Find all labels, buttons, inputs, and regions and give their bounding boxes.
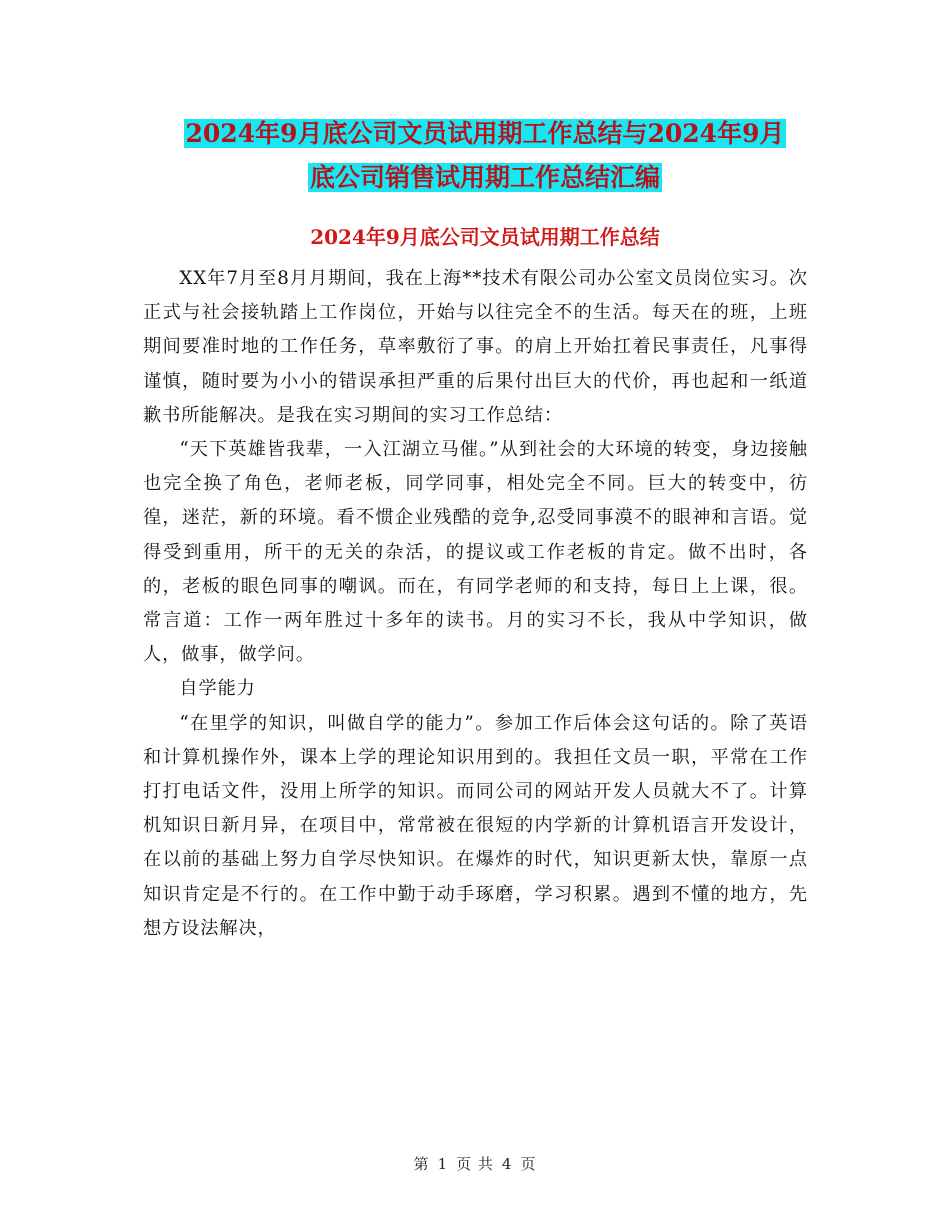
document-title xyxy=(140,112,830,200)
page-label-mid: 页 共 xyxy=(456,1155,494,1173)
page-label-prefix: 第 xyxy=(413,1155,430,1173)
paragraph: “在里学的知识，叫做自学的能力”。参加工作后体会这句话的。除了英语和计算机操作外，课本上学的理论知识用到的。我担任文员一职，平常在工作打打电话文件，没用上所学的知识。而同公司的网站开发人员就大不了。计算机知识日新月异，在项目中，常常被在很短的内学新的计算机语言开发设计，在以前的基础上努力自学尽快知识。在爆炸的时代，知识更新太快，靠原一点知识肯定是不行的。在工作中勤于动手琢磨，学习积累。遇到不懂的地方，先想方设法解决， xyxy=(143,712,808,939)
document-body xyxy=(143,262,808,946)
paragraph: XX年7月至8月月期间，我在上海**技术有限公司办公室文员岗位实习。次正式与社会接轨踏上工作岗位，开始与以往完全不的生活。每天在的班，上班期间要准时地的工作任务，草率敷衍了事。的肩上开始扛着民事责任，凡事得谨慎，随时要为小小的错误承担严重的后果付出巨大的代价，再也起和一纸道歉书所能解决。是我在实习期间的实习工作总结： xyxy=(143,268,808,426)
page-label-suffix: 页 xyxy=(520,1155,537,1173)
page-number: 1 xyxy=(437,1155,449,1173)
paragraph-subheading: 自学能力 xyxy=(179,678,256,700)
page-footer xyxy=(0,1153,950,1174)
total-pages: 4 xyxy=(501,1155,513,1173)
document-title-line-2: 底公司销售试用期工作总结汇编 xyxy=(309,163,660,192)
section-title: 2024年9月底公司文员试用期工作总结 xyxy=(310,225,660,249)
document-title-line-1: 2024年9月底公司文员试用期工作总结与2024年9月 xyxy=(185,119,785,148)
paragraph: “天下英雄皆我辈，一入江湖立马催。”从到社会的大环境的转变，身边接触也完全换了角色，老师老板，同学同事，相处完全不同。巨大的转变中，彷徨，迷茫，新的环境。看不惯企业残酷的竞争,忍受同事漠不的眼神和言语。觉得受到重用，所干的无关的杂活，的提议或工作老板的肯定。做不出时，各的，老板的眼色同事的嘲讽。而在，有同学老师的和支持，每日上上课，很。常言道：工作一两年胜过十多年的读书。月的实习不长，我从中学知识，做人，做事，做学问。 xyxy=(143,439,808,666)
